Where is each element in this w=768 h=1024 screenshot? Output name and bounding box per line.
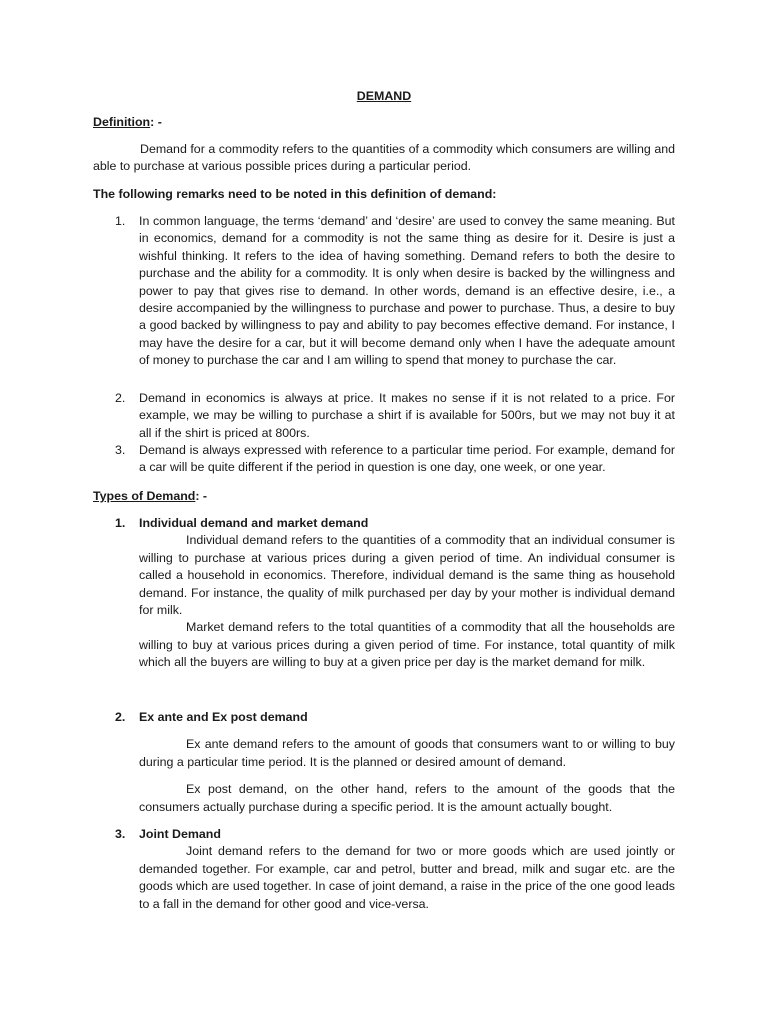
demand-type-item [115,826,675,913]
remark-number: 3. [115,443,126,457]
definition-text: Demand for a commodity refers to the quantities of a commodity which consumers are willing and able to purchase at various possible prices during a particular period. [93,142,675,174]
remark-item [115,442,675,477]
page-title: DEMAND [356,89,412,103]
definition-heading [93,114,162,131]
remark-text: In common language, the terms ‘demand’ and ‘desire’ are used to convey the same meaning. But in economics, demand for a commodity is not the same thing as desire for it. Desire is just a wishful thinking. It refers to the idea of having something. Demand refers to both the desire to purchase and the ability for a commodity. It is only when desire is backed by the willingness and power to pay that gives rise to demand. In other words, demand is an effective desire, i.e., a desire accompanied by the willingness to purchase and power to purchase. Thus, a desire to buy a good backed by willingness to pay and ability to pay becomes effective demand. For instance, I may have the desire for a car, but it will become demand only when I have the adequate amount of money to purchase the car and I am willing to spend that money to purchase the car. [139,214,675,368]
types-heading [93,488,207,505]
remark-number: 1. [115,214,126,228]
demand-type-paragraph: Ex post demand, on the other hand, refers to the amount of the goods that the consumers actually purchase during a specific period. It is the amount actually bought. [139,782,675,814]
demand-type-title: Ex ante and Ex post demand [139,710,308,724]
definition-heading-suffix: : - [150,115,162,129]
demand-type-title: Joint Demand [139,827,221,841]
demand-type-paragraph: Ex ante demand refers to the amount of goods that consumers want to or willing to buy during a particular time period. It is the planned or desired amount of demand. [139,737,675,769]
demand-type-number: 1. [115,516,126,530]
demand-type-paragraph: Individual demand refers to the quantities of a commodity that an individual consumer is willing to purchase at various prices during a given period of time. An individual consumer is called a household in economics. Therefore, individual demand is the same thing as household demand. For instance, the quality of milk purchased per day by your mother is individual demand for milk. [139,533,675,618]
demand-type-paragraph: Market demand refers to the total quantities of a commodity that all the households are willing to buy at various prices during a given period of time. For instance, total quantity of milk which all the buyers are willing to buy at a given price per day is the market demand for milk. [139,620,675,670]
remark-item [115,390,675,442]
demand-type-item [115,515,675,672]
remark-text: Demand in economics is always at price. It makes no sense if it is not related to a price. For example, we may be willing to purchase a shirt if is available for 500rs, but we may not buy it at all if the shirt is priced at 800rs. [139,391,675,440]
remark-text: Demand is always expressed with reference to a particular time period. For example, demand for a car will be quite different if the period in question is one day, one week, or one year. [139,443,675,475]
demand-type-title: Individual demand and market demand [139,516,369,530]
demand-type-number: 2. [115,710,126,724]
demand-type-paragraph: Joint demand refers to the demand for two or more goods which are used jointly or demanded together. For example, car and petrol, butter and bread, milk and sugar etc. are the goods which are used together. In case of joint demand, a raise in the price of the one good leads to a fall in the demand for other good and vice-versa. [139,844,675,911]
remark-item [115,213,675,370]
demand-type-number: 3. [115,827,126,841]
demand-type-item [115,709,675,816]
definition-heading-label: Definition [93,115,151,129]
remarks-heading: The following remarks need to be noted in this definition of demand: [93,187,497,201]
types-heading-label: Types of Demand [93,489,196,503]
types-heading-suffix: : - [195,489,208,503]
remark-number: 2. [115,391,126,405]
